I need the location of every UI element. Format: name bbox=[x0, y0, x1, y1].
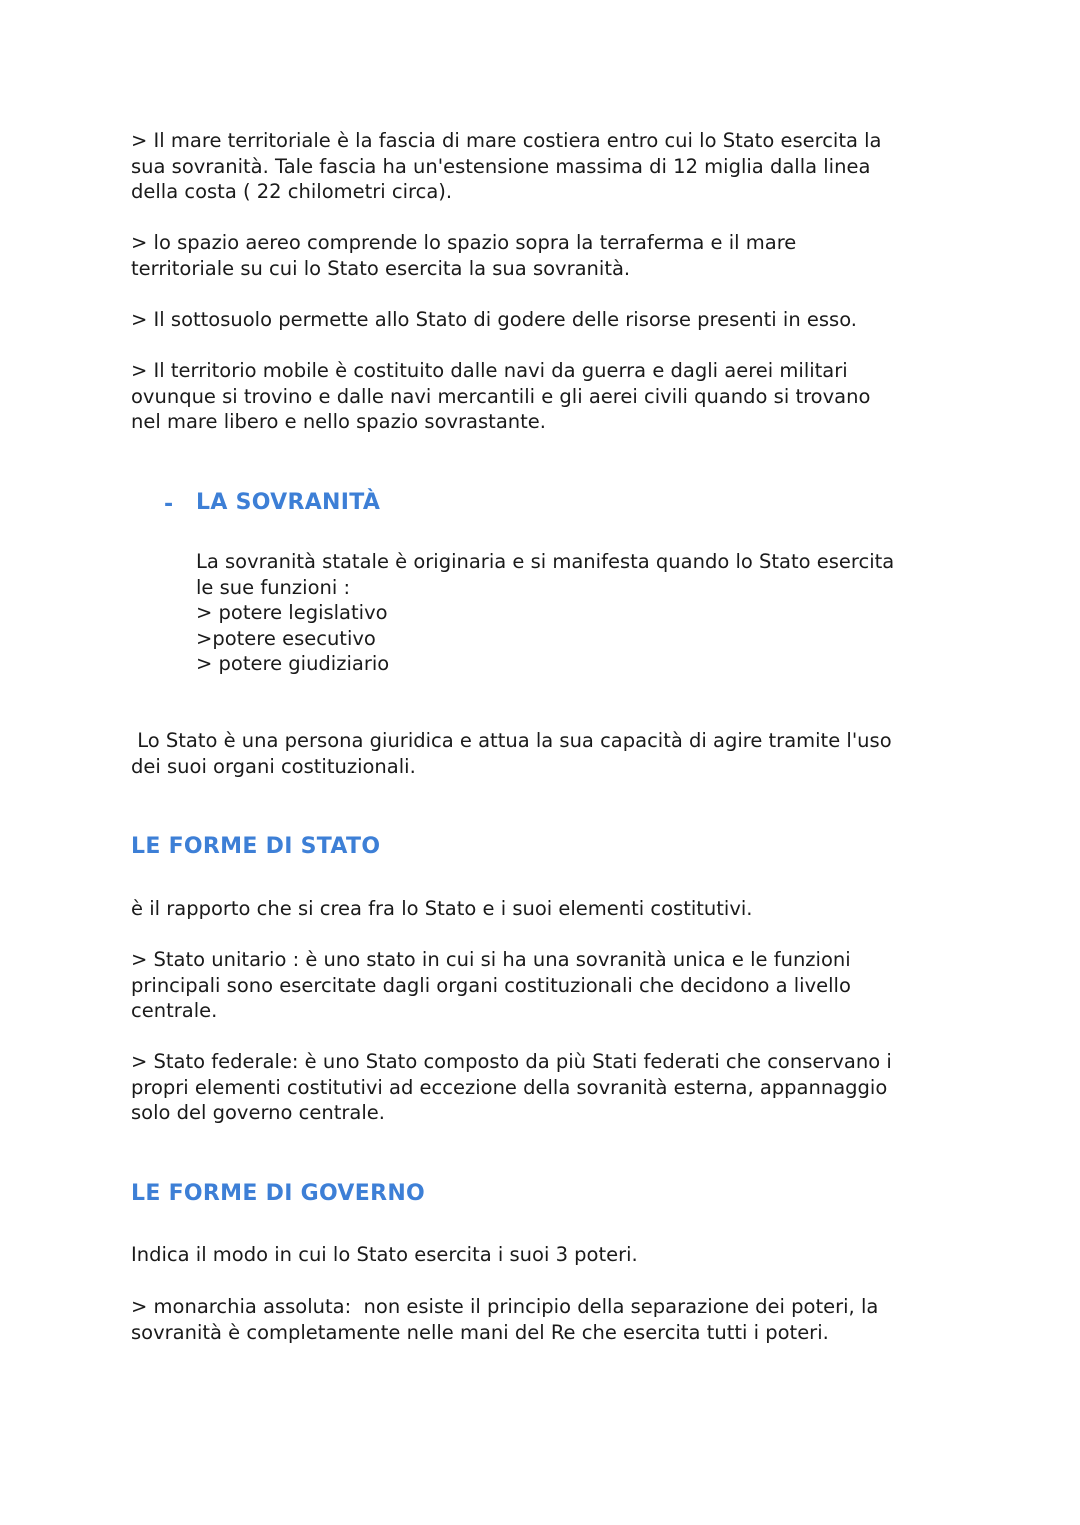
stato-unitario-line-3: centrale. bbox=[131, 999, 218, 1022]
paragraph-mare-territoriale-line-1: > Il mare territoriale è la fascia di mare costiera entro cui lo Stato esercita la bbox=[131, 129, 882, 152]
paragraph-spazio-aereo-line-1: > lo spazio aereo comprende lo spazio sopra la terraferma e il mare bbox=[131, 231, 797, 254]
paragraph-territorio-mobile-line-3: nel mare libero e nello spazio sovrastante. bbox=[131, 410, 546, 433]
sovranita-text-line-1: La sovranità statale è originaria e si manifesta quando lo Stato esercita bbox=[196, 550, 895, 573]
monarchia-assoluta-line-2: sovranità è completamente nelle mani del Re che esercita tutti i poteri. bbox=[131, 1320, 829, 1344]
sovranita-text-line-2: le sue funzioni : bbox=[196, 575, 351, 599]
paragraph-mare-territoriale-line-3: della costa ( 22 chilometri circa). bbox=[131, 180, 453, 203]
stato-unitario-line-1: > Stato unitario : è uno stato in cui si ha una sovranità unica e le funzioni bbox=[131, 948, 851, 971]
paragraph-persona-giuridica-line-2: dei suoi organi costituzionali. bbox=[131, 754, 416, 778]
paragraph-sottosuolo-line-1: > Il sottosuolo permette allo Stato di godere delle risorse presenti in esso. bbox=[131, 308, 857, 331]
sovranita-power-giudiziario: > potere giudiziario bbox=[196, 652, 390, 675]
sovranita-power-legislativo: > potere legislativo bbox=[196, 601, 388, 624]
section-heading-forme-di-governo: LE FORME DI GOVERNO bbox=[131, 1181, 426, 1206]
paragraph-territorio-mobile-line-1: > Il territorio mobile è costituito dalle navi da guerra e dagli aerei militari bbox=[131, 359, 848, 382]
section-heading-forme-di-stato: LE FORME DI STATO bbox=[131, 834, 381, 859]
forme-governo-intro: Indica il modo in cui lo Stato esercita i suoi 3 poteri. bbox=[131, 1243, 638, 1266]
paragraph-territorio-mobile-line-2: ovunque si trovino e dalle navi mercantili e gli aerei civili quando si trovano bbox=[131, 384, 871, 408]
paragraph-persona-giuridica-line-1: Lo Stato è una persona giuridica e attua la sua capacità di agire tramite l'uso bbox=[131, 729, 892, 752]
monarchia-assoluta-line-1: > monarchia assoluta: non esiste il principio della separazione dei poteri, la bbox=[131, 1295, 879, 1318]
list-bullet-dash: - bbox=[164, 492, 174, 517]
sovranita-power-esecutivo: >potere esecutivo bbox=[196, 626, 376, 650]
stato-federale-line-3: solo del governo centrale. bbox=[131, 1101, 385, 1124]
forme-stato-intro: è il rapporto che si crea fra lo Stato e i suoi elementi costitutivi. bbox=[131, 897, 753, 920]
stato-federale-line-1: > Stato federale: è uno Stato composto da più Stati federati che conservano i bbox=[131, 1050, 892, 1073]
section-heading-sovranita: LA SOVRANITÀ bbox=[196, 490, 381, 515]
paragraph-spazio-aereo-line-2: territoriale su cui lo Stato esercita la sua sovranità. bbox=[131, 256, 631, 280]
stato-federale-line-2: propri elementi costitutivi ad eccezione della sovranità esterna, appannaggio bbox=[131, 1075, 888, 1099]
paragraph-mare-territoriale-line-2: sua sovranità. Tale fascia ha un'estensione massima di 12 miglia dalla linea bbox=[131, 154, 871, 178]
stato-unitario-line-2: principali sono esercitate dagli organi costituzionali che decidono a livello bbox=[131, 973, 851, 997]
